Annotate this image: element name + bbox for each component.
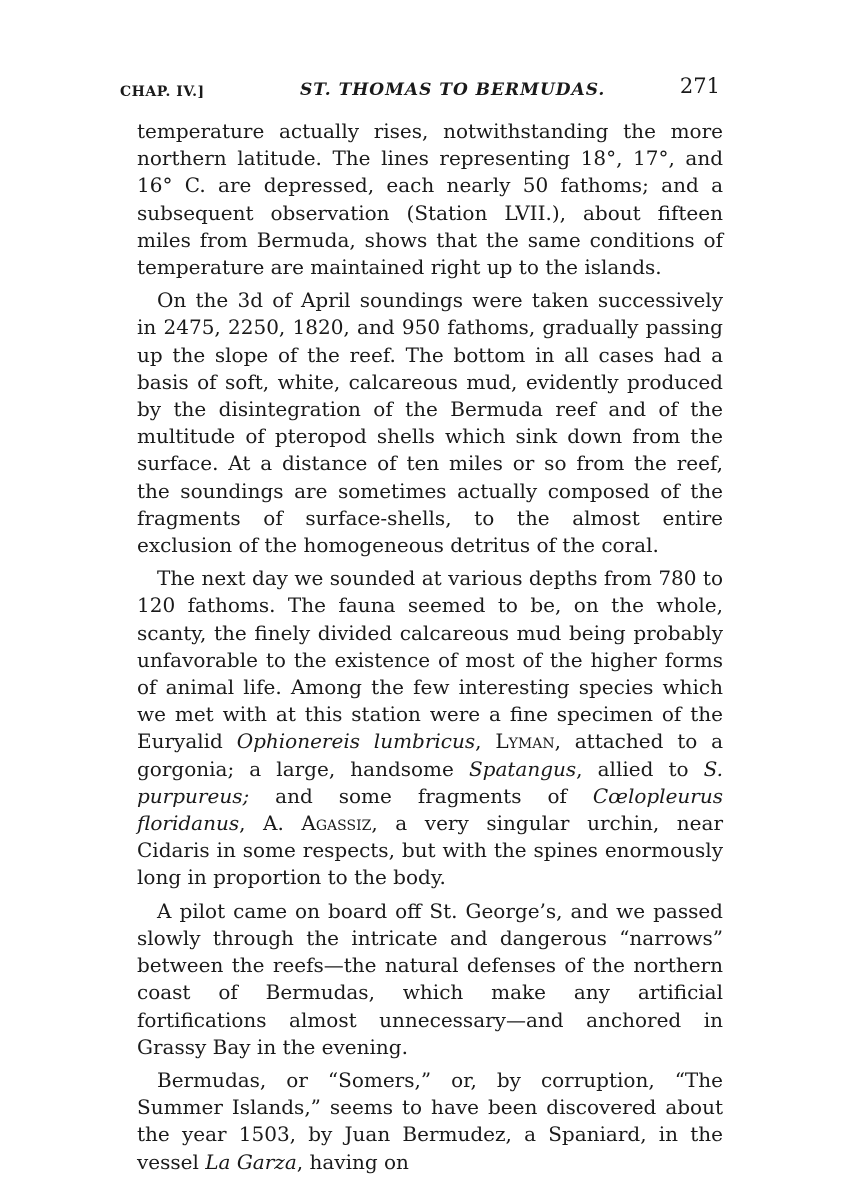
p3-text: The next day we sounded at various depths from 780 to 120 fathoms. The fauna seemed to be, on the whole, scanty, the finely divided calcareous mud being probably unfavorable to the existence of most of the higher forms of animal life. Among the few interesting species which we met with at this station were a fine specimen of the Euryalid — [137, 566, 723, 754]
vessel-name: La Garza — [205, 1149, 297, 1174]
species-ophionereis: Ophionereis lumbricus — [236, 729, 476, 754]
chapter-label: CHAP. IV.] — [120, 84, 205, 100]
paragraph-4: A pilot came on board off St. George’s, and we passed slowly through the intricate and dangerous “narrows” between the reefs—the natural defenses of the northern coast of Bermudas, which make any artificial fortifications almost unnecessary—and anchored in Grassy Bay in the evening. — [137, 898, 723, 1059]
p3-text: , A. — [239, 811, 302, 836]
page-number: 271 — [679, 74, 720, 98]
p3-text: and some fragments of — [249, 783, 593, 808]
paragraph-5 — [137, 1067, 723, 1176]
body-text — [137, 118, 723, 1182]
page-header — [120, 72, 720, 108]
paragraph-3 — [137, 565, 723, 891]
p3-text: , allied to — [576, 756, 704, 781]
author-lyman: Lyman — [495, 729, 555, 754]
paragraph-1: temperature actually rises, notwithstanding the more northern latitude. The lines representing 18°, 17°, and 16° C. are depressed, each nearly 50 fathoms; and a subsequent observation (Station LVII.), about fifteen miles from Bermuda, shows that the same conditions of temperature are maintained right up to the islands. — [137, 119, 723, 280]
running-title: ST. THOMAS TO BERMUDAS. — [300, 80, 606, 100]
p3-text: , — [475, 729, 496, 754]
author-agassiz: Agassiz — [301, 811, 372, 836]
species-purpureus: S. purpureus; — [137, 756, 723, 808]
p5-text: , having on — [296, 1149, 409, 1174]
paragraph-2: On the 3d of April soundings were taken successively in 2475, 2250, 1820, and 950 fathoms, gradually passing up the slope of the reef. The bottom in all cases had a basis of soft, white, calcareous mud, evidently produced by the disintegration of the Bermuda reef and of the multitude of pteropod shells which sink down from the surface. At a distance of ten miles or so from the reef, the soundings are sometimes actually composed of the fragments of surface-shells, to the almost entire exclusion of the homogeneous detritus of the coral. — [137, 288, 723, 558]
p5-text: Bermudas, or “Somers,” or, by corruption, “The Summer Islands,” seems to have been discovered about the year 1503, by Juan Bermudez, a Spaniard, in the vessel — [137, 1067, 723, 1174]
p3-text: , attached to a gorgonia; a large, handsome — [137, 729, 724, 781]
genus-spatangus: Spatangus — [468, 756, 577, 781]
species-coelopleurus: Cœlopleurus floridanus — [137, 783, 723, 836]
p3-text: , a very singular urchin, near Cidaris in some respects, but with the spines enormously long in proportion to the body. — [137, 811, 724, 890]
